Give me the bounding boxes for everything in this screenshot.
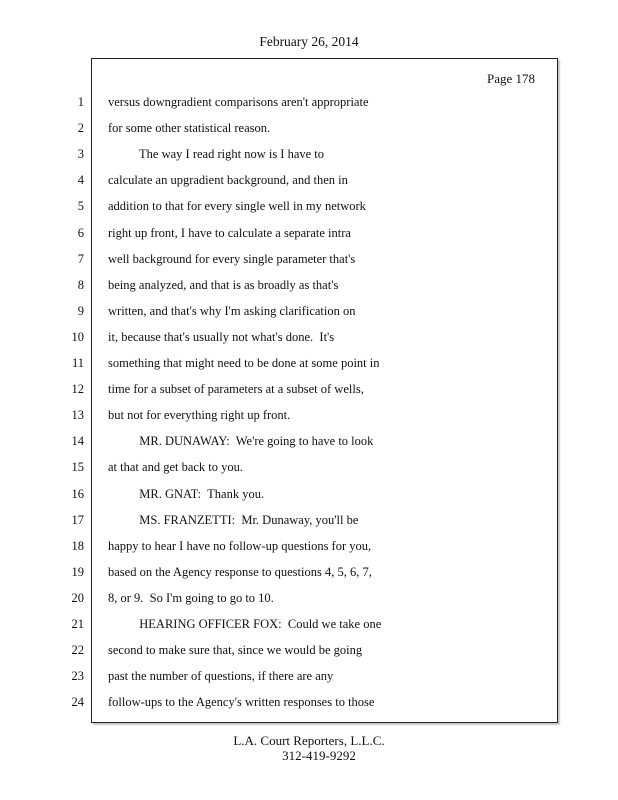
line-number: 13	[71, 408, 84, 423]
transcript-line	[0, 196, 618, 222]
transcript-line	[0, 379, 618, 405]
line-text: addition to that for every single well in my network	[108, 199, 366, 214]
line-number: 14	[71, 434, 84, 449]
line-text: MS. FRANZETTI: Mr. Dunaway, you'll be	[108, 512, 359, 527]
line-text: right up front, I have to calculate a separate intra	[108, 225, 351, 240]
line-number: 16	[71, 486, 84, 501]
transcript-line	[0, 431, 618, 457]
transcript-line	[0, 457, 618, 483]
line-text: happy to hear I have no follow-up questions for you,	[108, 538, 372, 553]
footer-phone-number: 312-419-9292	[282, 748, 356, 763]
transcript-line	[0, 692, 618, 718]
line-text: calculate an upgradient background, and then in	[108, 173, 348, 188]
line-number: 23	[71, 669, 84, 684]
transcript-line	[0, 327, 618, 353]
line-number: 10	[71, 329, 84, 344]
line-number: 7	[77, 251, 84, 266]
line-text: well background for every single parameter that's	[108, 251, 356, 266]
line-text: time for a subset of parameters at a subset of wells,	[108, 382, 364, 397]
transcript-line	[0, 640, 618, 666]
transcript-line	[0, 510, 618, 536]
line-number: 11	[71, 356, 84, 370]
line-text: past the number of questions, if there are any	[108, 669, 334, 684]
line-number: 12	[71, 382, 84, 397]
line-number: 4	[77, 173, 84, 188]
line-number: 18	[71, 538, 84, 553]
line-number: 5	[77, 199, 84, 214]
transcript-line	[0, 353, 618, 379]
line-text: 8, or 9. So I'm going to go to 10.	[108, 590, 274, 605]
line-text: second to make sure that, since we would be going	[108, 643, 363, 658]
line-text: at that and get back to you.	[108, 460, 244, 475]
line-text: The way I read right now is I have to	[108, 147, 325, 162]
line-number: 21	[71, 617, 84, 631]
transcript-line	[0, 92, 618, 118]
transcript-line	[0, 223, 618, 249]
line-text: being analyzed, and that is as broadly as that's	[108, 277, 339, 292]
page-date: February 26, 2014	[259, 34, 359, 49]
line-text: versus downgradient comparisons aren't appropriate	[108, 95, 369, 109]
transcript-line	[0, 562, 618, 588]
transcript-line	[0, 484, 618, 510]
line-number: 6	[77, 225, 84, 240]
line-text: but not for everything right up front.	[108, 408, 291, 423]
transcript-line	[0, 614, 618, 640]
transcript-line	[0, 275, 618, 301]
line-text: it, because that's usually not what's done. It's	[108, 329, 335, 344]
transcript-line	[0, 666, 618, 692]
line-text: MR. DUNAWAY: We're going to have to look	[108, 434, 374, 449]
transcript-line	[0, 118, 618, 144]
line-text: something that might need to be done at some point in	[108, 356, 380, 370]
line-number: 24	[71, 695, 84, 710]
line-number: 8	[77, 277, 84, 292]
transcript-line	[0, 405, 618, 431]
line-number: 20	[71, 590, 84, 605]
line-number: 3	[77, 147, 84, 162]
line-number: 9	[77, 303, 84, 318]
transcript-line	[0, 301, 618, 327]
line-text: HEARING OFFICER FOX: Could we take one	[108, 617, 382, 631]
transcript-line	[0, 170, 618, 196]
line-number: 2	[77, 121, 84, 136]
line-text: based on the Agency response to questions 4, 5, 6, 7,	[108, 564, 372, 579]
footer-firm-name: L.A. Court Reporters, L.L.C.	[233, 733, 385, 748]
transcript-line	[0, 536, 618, 562]
line-number: 17	[71, 512, 84, 527]
line-number: 15	[71, 460, 84, 475]
line-text: for some other statistical reason.	[108, 121, 271, 136]
transcript-line	[0, 144, 618, 170]
line-text: MR. GNAT: Thank you.	[108, 486, 265, 501]
line-text: written, and that's why I'm asking clarification on	[108, 303, 356, 318]
line-text: follow-ups to the Agency's written responses to those	[108, 695, 375, 710]
transcript-line	[0, 588, 618, 614]
line-number: 19	[71, 564, 84, 579]
line-number: 22	[71, 643, 84, 658]
line-number: 1	[77, 95, 84, 109]
page-number: Page 178	[486, 71, 535, 86]
transcript-line	[0, 249, 618, 275]
